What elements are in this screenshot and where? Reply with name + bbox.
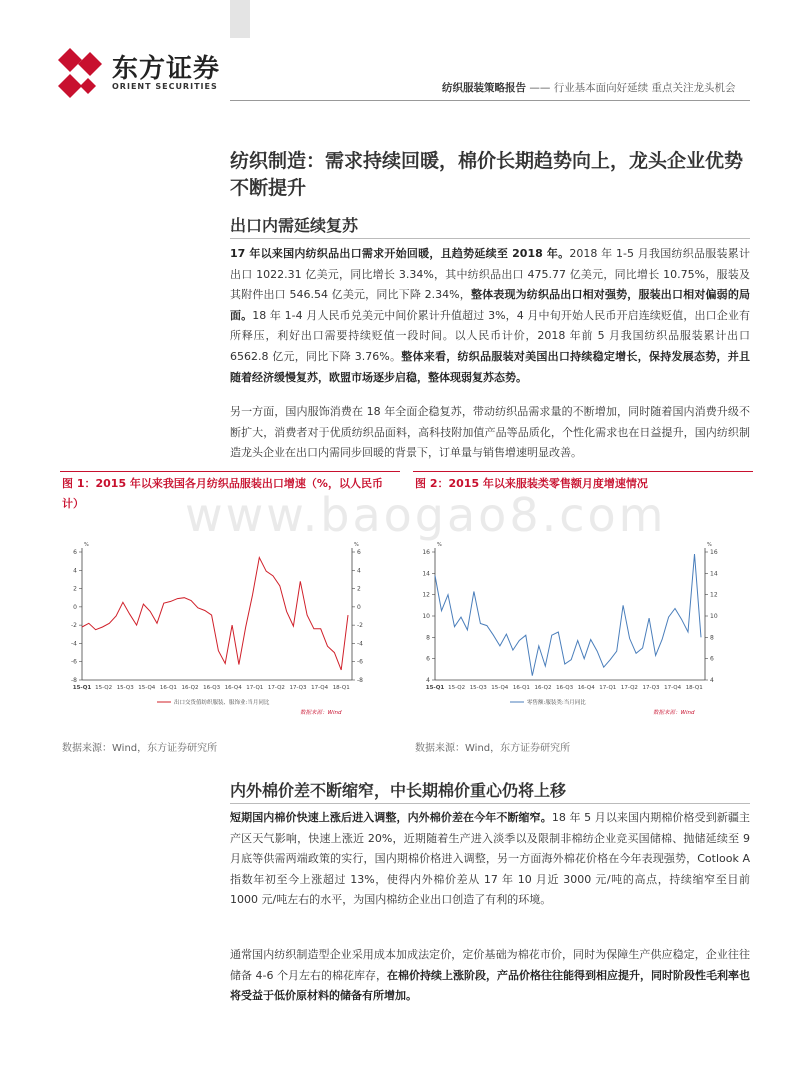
right-tick-label: 0 bbox=[357, 603, 361, 611]
section2-paragraph-2 bbox=[230, 945, 750, 1007]
left-tick-label: -4 bbox=[71, 640, 77, 648]
section1-p1-run-3: 18 年 1-4 月人民币兑美元中间价累计升值超过 3%，4 月中旬开始人民币开启连续贬值，出口企业有所释压，利好出口需要持续贬值一段时间。以人民币计价，2018 年前 5 月我国纺织品服装累计出口 6562.8 亿元，同比下降 3.76%。 bbox=[230, 308, 750, 363]
left-tick-label: 0 bbox=[73, 603, 77, 611]
left-tick-label: 10 bbox=[422, 613, 430, 620]
report-type: 纺织服装策略报告 bbox=[442, 82, 526, 94]
header-separator: —— bbox=[526, 82, 554, 94]
figure-1-title: 图 1：2015 年以来我国各月纺织品服装出口增速（%，以人民币计） bbox=[62, 477, 383, 510]
right-tick-label: 6 bbox=[357, 549, 361, 556]
right-tick-label: 2 bbox=[357, 585, 361, 593]
x-tick-label: 18-Q1 bbox=[332, 685, 350, 691]
right-tick-label: 8 bbox=[710, 634, 714, 642]
figure-1-source: 数据来源：Wind，东方证券研究所 bbox=[62, 743, 218, 754]
section1-p1-run-2: 整体表现为纺织品出口相对强势，服装出口相对偏弱的局面。 bbox=[230, 288, 750, 322]
left-tick-label: -8 bbox=[71, 677, 77, 684]
x-tick-label: 15-Q4 bbox=[138, 685, 156, 691]
left-tick-label: 6 bbox=[73, 549, 77, 556]
x-tick-label: 16-Q1 bbox=[159, 685, 177, 691]
section1-p1-run-1: 2018 年 1-5 月我国纺织品服装累计出口 1022.31 亿美元，同比增长 3.34%，其中纺织品出口 475.77 亿美元，同比增长 10.75%，服装及其附件出口 546.54 亿美元，同比下降 2.34%， bbox=[230, 247, 750, 302]
header-accent-bar bbox=[230, 0, 250, 38]
x-tick-label: 17-Q3 bbox=[642, 685, 660, 691]
watermark: www.baogao8.com bbox=[185, 488, 667, 542]
right-tick-label: -6 bbox=[357, 658, 363, 666]
company-logo bbox=[52, 44, 222, 100]
report-subtitle: 行业基本面向好延续 重点关注龙头机会 bbox=[553, 82, 736, 94]
section1-p1-run-4: 整体来看，纺织品服装对美国出口持续稳定增长，保持发展态势，并且随着经济缓慢复苏，欧盟市场逐步启稳，整体现弱复苏态势。 bbox=[230, 349, 750, 384]
figure-2-source: 数据来源：Wind，东方证券研究所 bbox=[415, 743, 571, 754]
left-tick-label: 14 bbox=[422, 570, 430, 578]
section2-p1-run-1: 18 年 5 月以来国内期棉价格受到新疆主产区天气影响，快速上涨近 20%，近期随着生产进入淡季以及限制非棉纺企业竞买国储棉、抛储延续至 9 月底等供需两端政策的实行，国内期棉价格进入调整，另一方面海外棉花价格在今年表现强势，Cotlook A 指数年初至今上涨超过 13%，使得内外棉价差从 17 年 10 月近 3000 元/吨的高点，持续缩窄至目前 1000 元/吨左右的水平，为国内棉纺企业出口创造了有利的环境。 bbox=[230, 811, 751, 907]
x-tick-label: 16-Q2 bbox=[181, 685, 199, 691]
left-tick-label: -2 bbox=[71, 622, 77, 630]
left-tick-label: 8 bbox=[426, 634, 430, 642]
x-tick-label: 15-Q2 bbox=[95, 685, 113, 691]
right-tick-label: -2 bbox=[357, 622, 363, 630]
section1-subtitle-divider bbox=[230, 238, 750, 239]
right-tick-label: 4 bbox=[357, 567, 361, 575]
section2-title: 内外棉价差不断缩窄，中长期棉价重心仍将上移 bbox=[230, 781, 567, 800]
right-axis-unit: % bbox=[707, 542, 712, 548]
figure-2-title: 图 2：2015 年以来服装类零售额月度增速情况 bbox=[415, 477, 648, 490]
header-divider bbox=[230, 100, 750, 101]
right-tick-label: 16 bbox=[710, 549, 718, 556]
left-tick-label: 6 bbox=[426, 655, 430, 663]
figure-1-chart bbox=[60, 530, 400, 730]
x-tick-label: 15-Q3 bbox=[469, 685, 487, 691]
x-tick-label: 17-Q4 bbox=[311, 685, 329, 691]
figure-2-chart bbox=[413, 530, 753, 730]
left-tick-label: 2 bbox=[73, 585, 77, 593]
section2-p2-run-1: 在棉价持续上涨阶段，产品价格往往能得到相应提升，同时阶段性毛利率也将受益于低价原材料的储备有所增加。 bbox=[230, 968, 750, 1003]
x-tick-label: 15-Q3 bbox=[116, 685, 134, 691]
section2-title-divider bbox=[230, 803, 750, 804]
left-tick-label: 12 bbox=[422, 591, 430, 599]
x-tick-label: 16-Q4 bbox=[577, 685, 595, 691]
section2-p2-run-0: 通常国内纺织制造型企业采用成本加成法定价，定价基础为棉花市价，同时为保障生产供应稳定，企业往往储备 4-6 个月左右的棉花库存， bbox=[230, 948, 750, 982]
x-tick-label: 16-Q1 bbox=[512, 685, 530, 691]
right-tick-label: 10 bbox=[710, 613, 718, 620]
right-tick-label: 14 bbox=[710, 570, 718, 578]
x-tick-label: 17-Q1 bbox=[599, 685, 617, 691]
section1-title: 纺织制造：需求持续回暖，棉价长期趋势向上，龙头企业优势不断提升 bbox=[230, 150, 744, 199]
legend-label: 零售额:服装类:当月同比 bbox=[527, 700, 586, 706]
right-tick-label: 12 bbox=[710, 591, 718, 599]
x-tick-label: 17-Q2 bbox=[267, 685, 285, 691]
x-tick-label: 16-Q4 bbox=[224, 685, 242, 691]
inner-source: 数据来源：Wind bbox=[653, 710, 695, 716]
logo-mark-icon bbox=[52, 44, 108, 100]
section2-p1-run-0: 短期国内棉价快速上涨后进入调整，内外棉价差在今年不断缩窄。 bbox=[230, 811, 552, 824]
x-tick-label: 15-Q4 bbox=[491, 685, 509, 691]
right-tick-label: 4 bbox=[710, 677, 714, 684]
legend-label: 出口交货值纺织服装、服饰业:当月同比 bbox=[174, 700, 270, 706]
x-tick-label: 18-Q1 bbox=[685, 685, 703, 691]
x-tick-label: 15-Q2 bbox=[448, 685, 466, 691]
right-tick-label: 6 bbox=[710, 655, 714, 663]
inner-source: 数据来源：Wind bbox=[300, 710, 342, 716]
left-tick-label: 4 bbox=[426, 677, 430, 684]
left-tick-label: -6 bbox=[71, 658, 77, 666]
right-axis-unit: % bbox=[354, 542, 359, 548]
section2-paragraph-1 bbox=[230, 808, 750, 911]
section1-paragraph-1 bbox=[230, 244, 750, 388]
section1-subtitle: 出口内需延续复苏 bbox=[230, 216, 359, 235]
x-tick-label: 15-Q1 bbox=[425, 685, 445, 691]
x-tick-label: 17-Q3 bbox=[289, 685, 307, 691]
left-axis-unit: % bbox=[437, 542, 442, 548]
x-tick-label: 15-Q1 bbox=[72, 685, 92, 691]
x-tick-label: 16-Q3 bbox=[203, 685, 221, 691]
figure-2-top-rule bbox=[413, 471, 753, 472]
series-line-0 bbox=[82, 558, 348, 670]
section1-p1-run-0: 17 年以来国内纺织品出口需求开始回暖，且趋势延续至 2018 年。 bbox=[230, 247, 570, 260]
left-tick-label: 16 bbox=[422, 549, 430, 556]
x-tick-label: 17-Q4 bbox=[664, 685, 682, 691]
x-tick-label: 16-Q3 bbox=[556, 685, 574, 691]
left-axis-unit: % bbox=[84, 542, 89, 548]
x-tick-label: 17-Q2 bbox=[620, 685, 638, 691]
series-line-0 bbox=[435, 554, 701, 676]
logo-chinese-name: 东方证券 bbox=[112, 54, 221, 84]
left-tick-label: 4 bbox=[73, 567, 77, 575]
figure-1-top-rule bbox=[60, 471, 400, 472]
report-header bbox=[442, 80, 736, 95]
x-tick-label: 16-Q2 bbox=[534, 685, 552, 691]
x-tick-label: 17-Q1 bbox=[246, 685, 264, 691]
right-tick-label: -4 bbox=[357, 640, 363, 648]
right-tick-label: -8 bbox=[357, 677, 363, 684]
logo-english-name: ORIENT SECURITIES bbox=[112, 82, 218, 91]
section1-paragraph-2: 另一方面，国内服饰消费在 18 年全面企稳复苏，带动纺织品需求量的不断增加，同时随着国内消费升级不断扩大，消费者对于优质纺织品面料，高科技附加值产品等品质化，个性化需求也在日益提升，国内纺织制造龙头企业在出口内需同步回暖的背景下，订单量与销售增速明显改善。 bbox=[230, 405, 750, 460]
